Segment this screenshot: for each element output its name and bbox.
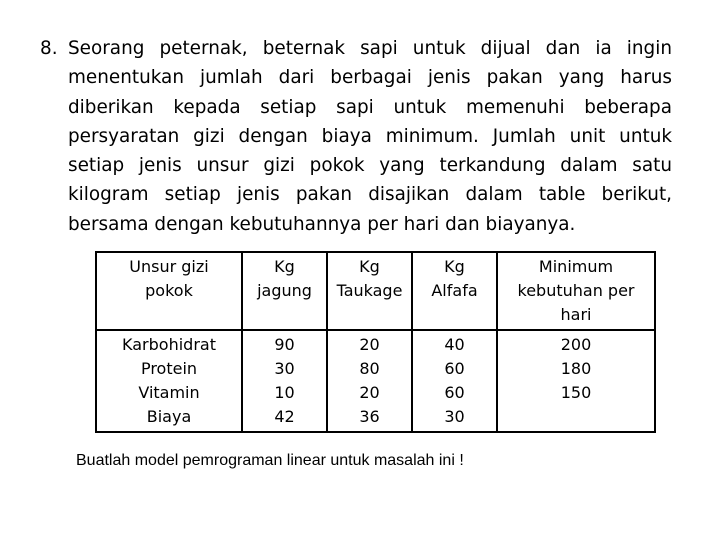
header-text: Kg [444,257,465,276]
cell-text: 200 [560,335,592,354]
nutrient-column [96,330,242,432]
cell-text: Vitamin [138,383,200,402]
problem-statement [40,34,672,239]
jagung-column [242,330,327,432]
cell-text: 60 [444,359,465,378]
header-minimum [497,252,655,330]
cell-text: Protein [140,359,198,378]
cell-text: 30 [444,407,465,426]
header-text: Unsur gizi [129,257,209,276]
cell-text: 90 [274,335,295,354]
header-jagung [242,252,327,330]
table-header-row [96,252,655,330]
problem-text: Seorang peternak, beternak sapi untuk dijual dan ia ingin menentukan jumlah dari berbagai jenis pakan yang harus diberikan kepada setiap sapi untuk memenuhi beberapa persyaratan gizi dengan biaya minimum. Jumlah unit untuk setiap jenis unsur gizi pokok yang terkandung dalam satu kilogram setiap jenis pakan disajikan dalam table berikut, bersama dengan kebutuhannya per hari dan biayanya. [68,38,672,235]
header-text: Alfafa [431,281,478,300]
cell-text: 42 [274,407,295,426]
header-alfafa [412,252,497,330]
header-text: jagung [257,281,312,300]
cell-text: 40 [444,335,465,354]
cell-text: Biaya [146,407,192,426]
header-text: Taukage [336,281,403,300]
cell-text: 30 [274,359,295,378]
problem-number: 8. [40,38,58,59]
header-nutrient [96,252,242,330]
alfafa-column [412,330,497,432]
header-text: Kg [359,257,380,276]
header-text: Kg [274,257,295,276]
table-body-row [96,330,655,432]
cell-text: 10 [274,383,295,402]
header-text: kebutuhan per [517,281,635,300]
nutrition-table [95,251,656,433]
header-taukage [327,252,412,330]
header-text: pokok [145,281,193,300]
cell-text: Karbohidrat [122,335,216,354]
header-text: hari [560,305,592,324]
cell-text: 20 [359,335,380,354]
cell-text: 180 [560,359,592,378]
minimum-column [497,330,655,432]
cell-text: 80 [359,359,380,378]
cell-text: 60 [444,383,465,402]
taukage-column [327,330,412,432]
cell-text: 36 [359,407,380,426]
task-instruction: Buatlah model pemrograman linear untuk masalah ini ! [76,452,464,469]
header-text: Minimum [538,257,614,276]
cell-text: 20 [359,383,380,402]
cell-text: 150 [560,383,592,402]
